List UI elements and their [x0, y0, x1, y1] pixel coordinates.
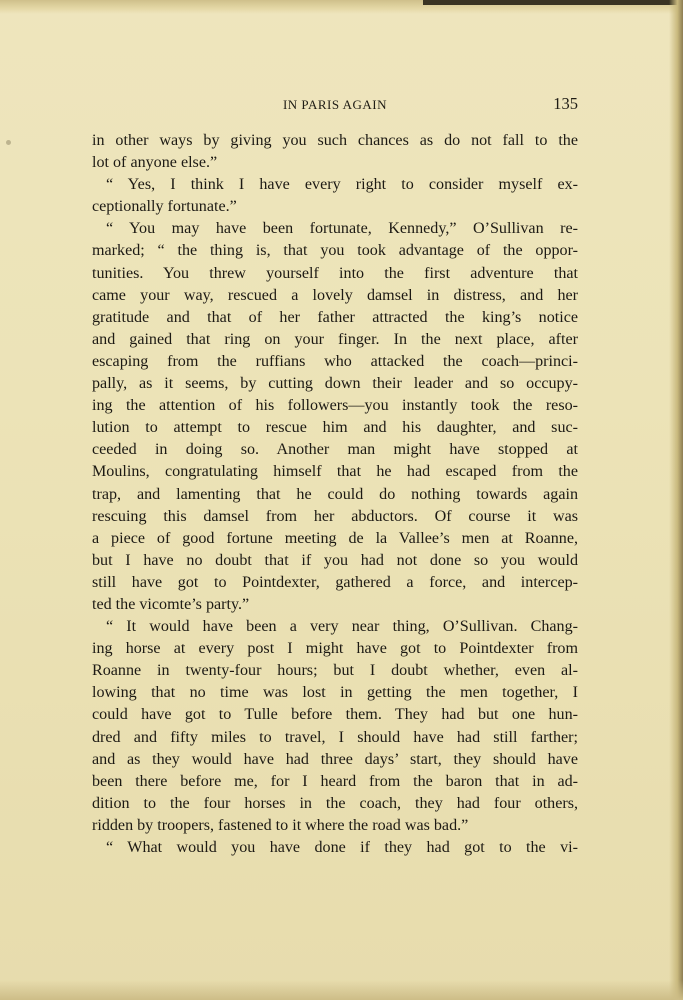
text-line: “ You may have been fortunate, Kennedy,” O’Sullivan re- [106, 220, 578, 238]
text-line: trap, and lamenting that he could do nothing towards again [92, 485, 578, 503]
text-line: gratitude and that of her father attracted the king’s notice [92, 308, 578, 326]
text-line: in other ways by giving you such chances as do not fall to the [92, 132, 578, 149]
text-line: ceeded in doing so. Another man might have stopped at [92, 441, 578, 459]
text-line: and as they would have had three days’ start, they should have [92, 750, 578, 768]
page-number: 135 [553, 94, 578, 113]
text-line: Roanne in twenty-four hours; but I doubt whether, even al- [92, 662, 578, 680]
text-line: ted the vicomte’s party.” [92, 595, 250, 613]
text-line: dred and fifty miles to travel, I should have had still farther; [92, 728, 578, 746]
text-line: could have got to Tulle before them. They had but one hun- [92, 706, 578, 724]
page-top-edge-rule [423, 0, 683, 5]
text-line: lution to attempt to rescue him and his daughter, and suc- [92, 419, 578, 437]
running-head-title: IN PARIS AGAIN [282, 97, 388, 112]
text-line: been there before me, for I heard from the baron that in ad- [92, 772, 578, 790]
text-line: dition to the four horses in the coach, they had four others, [92, 794, 578, 812]
page-right-edge-shadow [669, 0, 683, 1000]
body-text [92, 130, 578, 859]
text-line: a piece of good fortune meeting de la Vallee’s men at Roanne, [92, 529, 578, 547]
text-line: marked; “ the thing is, that you took advantage of the oppor- [92, 242, 578, 260]
text-line: “ It would have been a very near thing, O’Sullivan. Chang- [106, 618, 578, 636]
text-line: ridden by troopers, fastened to it where the road was bad.” [92, 816, 469, 834]
page-bottom-shadow [0, 980, 683, 1000]
text-line: “ What would you have done if they had got to the vi- [106, 839, 578, 856]
text-line: ing horse at every post I might have got to Pointdexter from [92, 640, 578, 658]
text-line: ceptionally fortunate.” [92, 198, 237, 216]
text-line: “ Yes, I think I have every right to consider myself ex- [106, 176, 578, 194]
text-line: but I have no doubt that if you had not done so you would [92, 551, 578, 569]
text-line: lowing that no time was lost in getting the men together, I [92, 684, 578, 702]
running-head [92, 94, 578, 116]
text-line: rescuing this damsel from her abductors. Of course it was [92, 507, 578, 525]
text-line: Moulins, congratulating himself that he had escaped from the [92, 463, 578, 481]
text-line: escaping from the ruffians who attacked the coach—princi- [92, 352, 578, 370]
text-line: lot of anyone else.” [92, 154, 218, 172]
text-line: came your way, rescued a lovely damsel in distress, and her [92, 286, 578, 304]
text-line: ing the attention of his followers—you instantly took the reso- [92, 397, 578, 415]
text-line: and gained that ring on your finger. In the next place, after [92, 330, 578, 348]
text-line: tunities. You threw yourself into the first adventure that [92, 264, 578, 282]
text-line: pally, as it seems, by cutting down their leader and so occupy- [92, 375, 578, 393]
text-line: still have got to Pointdexter, gathered a force, and intercep- [92, 573, 578, 591]
margin-speck [6, 140, 11, 145]
